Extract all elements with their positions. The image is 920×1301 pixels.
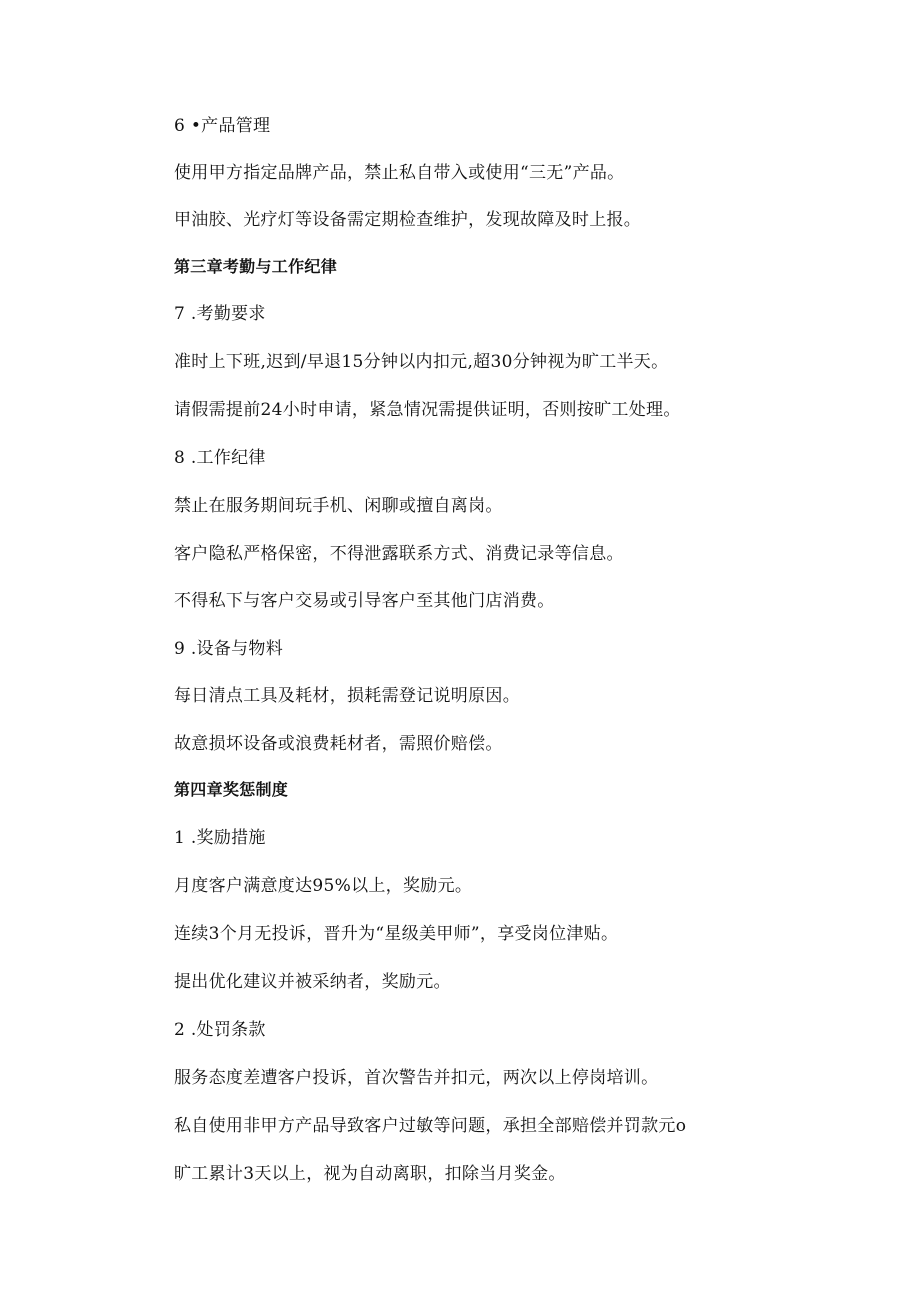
paragraph: 连续3个月无投诉，晋升为“星级美甲师”，享受岗位津贴。 [174,924,619,944]
chapter-heading-attendance-discipline: 第三章考勤与工作纪律 [174,257,338,276]
paragraph: 请假需提前24小时申请，紧急情况需提供证明，否则按旷工处理。 [174,400,681,420]
paragraph: 旷工累计3天以上，视为自动离职，扣除当月奖金。 [174,1164,566,1184]
chapter-heading-rewards-penalties: 第四章奖惩制度 [174,780,289,799]
paragraph: 私自使用非甲方产品导致客户过敏等问题，承担全部赔偿并罚款元o [174,1116,687,1136]
paragraph: 客户隐私严格保密，不得泄露联系方式、消费记录等信息。 [174,544,624,564]
section-heading-product-management: 6 •产品管理 [174,116,271,136]
paragraph: 服务态度差遭客户投诉，首次警告并扣元，两次以上停岗培训。 [174,1068,659,1088]
section-heading-work-discipline: 8 .工作纪律 [174,448,266,468]
paragraph: 每日清点工具及耗材，损耗需登记说明原因。 [174,686,520,706]
paragraph: 使用甲方指定品牌产品，禁止私自带入或使用“三无”产品。 [174,163,625,183]
paragraph: 故意损坏设备或浪费耗材者，需照价赔偿。 [174,734,503,754]
section-heading-attendance-requirements: 7 .考勤要求 [174,304,266,324]
section-heading-reward-measures: 1 .奖励措施 [174,828,266,848]
paragraph: 月度客户满意度达95%以上，奖励元。 [174,876,473,896]
paragraph: 准时上下班,迟到/早退15分钟以内扣元,超30分钟视为旷工半天。 [174,352,669,372]
paragraph: 提出优化建议并被采纳者，奖励元。 [174,972,451,992]
section-heading-penalty-clauses: 2 .处罚条款 [174,1020,266,1040]
section-heading-equipment-materials: 9 .设备与物料 [174,639,284,659]
paragraph: 甲油胶、光疗灯等设备需定期检查维护，发现故障及时上报。 [174,210,642,230]
paragraph: 禁止在服务期间玩手机、闲聊或擅自离岗。 [174,496,503,516]
paragraph: 不得私下与客户交易或引导客户至其他门店消费。 [174,591,555,611]
